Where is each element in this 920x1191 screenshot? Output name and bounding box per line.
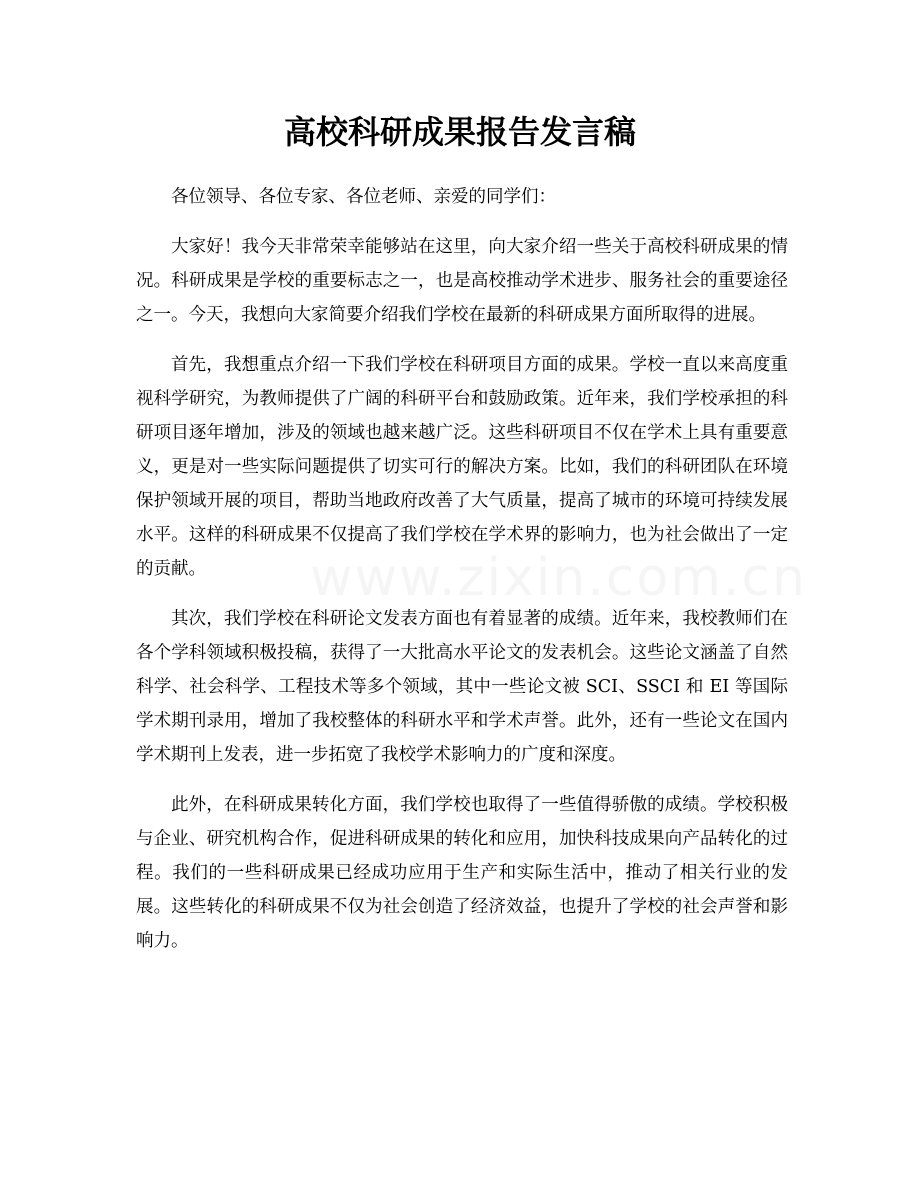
paragraph-research-projects: 首先，我想重点介绍一下我们学校在科研项目方面的成果。学校一直以来高度重视科学研究，为教师提供了广阔的科研平台和鼓励政策。近年来，我们学校承担的科研项目逐年增加，涉及的领域也越来越广泛。这些科研项目不仅在学术上具有重要意义，更是对一些实际问题提供了切实可行的解决方案。比如，我们的科研团队在环境保护领域开展的项目，帮助当地政府改善了大气质量，提高了城市的环境可持续发展水平。这样的科研成果不仅提高了我们学校在学术界的影响力，也为社会做出了一定的贡献。 — [136, 355, 788, 579]
document-body — [136, 180, 807, 974]
paragraph-achievement-transfer: 此外，在科研成果转化方面，我们学校也取得了一些值得骄傲的成绩。学校积极与企业、研究机构合作，促进科研成果的转化和应用，加快科技成果向产品转化的过程。我们的一些科研成果已经成功应用于生产和实际生活中，推动了相关行业的发展。这些转化的科研成果不仅为社会创造了经济效益，也提升了学校的社会声誉和影响力。 — [136, 795, 788, 951]
watermark: www.zixin.com.cn — [310, 548, 807, 608]
paragraph-introduction: 大家好！我今天非常荣幸能够站在这里，向大家介绍一些关于高校科研成果的情况。科研成果是学校的重要标志之一，也是高校推动学术进步、服务社会的重要途径之一。今天，我想向大家简要介绍我们学校在最新的科研成果方面所取得的进展。 — [136, 237, 788, 325]
paragraph-salutation: 各位领导、各位专家、各位老师、亲爱的同学们： — [171, 187, 556, 207]
document-title: 高校科研成果报告发言稿 — [283, 113, 636, 151]
paragraph-research-papers: 其次，我们学校在科研论文发表方面也有着显著的成绩。近年来，我校教师们在各个学科领域积极投稿，获得了一大批高水平论文的发表机会。这些论文涵盖了自然科学、社会科学、工程技术等多个领域，其中一些论文被 SCI、SSCI 和 EI 等国际学术期刊录用，增加了我校整体的科研水平和学术声誉。此外，还有一些论文在国内学术期刊上发表，进一步拓宽了我校学术影响力的广度和深度。 — [136, 609, 788, 765]
